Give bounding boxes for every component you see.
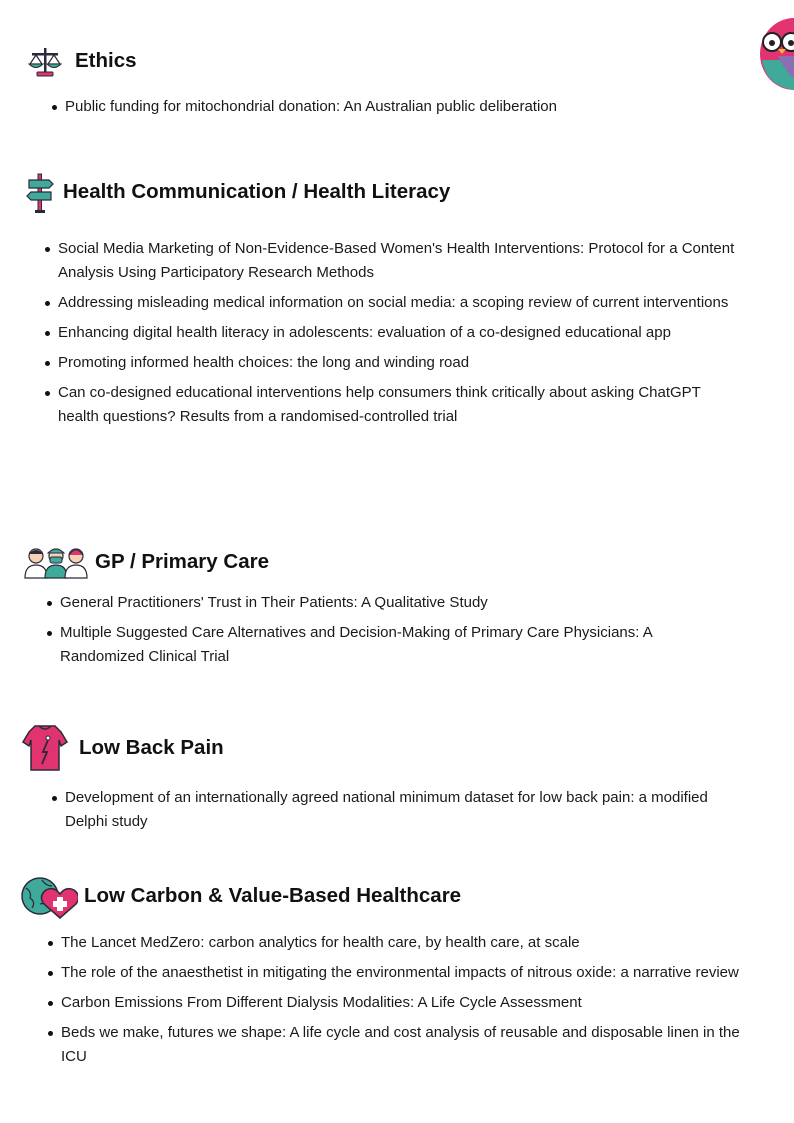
list-item: Carbon Emissions From Different Dialysis Modalities: A Life Cycle Assessment xyxy=(61,991,741,1015)
signpost-icon xyxy=(25,172,55,219)
list-item: Beds we make, futures we shape: A life cycle and cost analysis of reusable and disposable linen in the ICU xyxy=(61,1021,741,1069)
item-list xyxy=(58,237,738,435)
section-heading: Ethics xyxy=(75,49,137,72)
item-list xyxy=(65,786,745,840)
item-list xyxy=(60,591,740,675)
back-pain-icon xyxy=(21,724,69,777)
section-heading: Health Communication / Health Literacy xyxy=(63,180,451,203)
list-item: The role of the anaesthetist in mitigating the environmental impacts of nitrous oxide: a narrative review xyxy=(61,961,741,985)
list-item: Multiple Suggested Care Alternatives and Decision-Making of Primary Care Physicians: A Randomized Clinical Trial xyxy=(60,621,740,669)
list-item: Can co-designed educational interventions help consumers think critically about asking ChatGPT health questions? Results from a randomised-controlled trial xyxy=(58,381,738,429)
doctors-group-icon xyxy=(24,545,88,584)
section-heading: Low Back Pain xyxy=(79,736,224,759)
section-heading: GP / Primary Care xyxy=(95,550,269,573)
list-item: Development of an internationally agreed national minimum dataset for low back pain: a modified Delphi study xyxy=(65,786,745,834)
list-item: Promoting informed health choices: the long and winding road xyxy=(58,351,738,375)
scales-icon xyxy=(28,46,62,83)
list-item: The Lancet MedZero: carbon analytics for health care, by health care, at scale xyxy=(61,931,741,955)
item-list xyxy=(61,931,741,1075)
list-item: Public funding for mitochondrial donation: An Australian public deliberation xyxy=(65,95,745,119)
item-list xyxy=(65,95,745,125)
list-item: Enhancing digital health literacy in adolescents: evaluation of a co-designed educational app xyxy=(58,321,738,345)
globe-heart-icon xyxy=(20,876,78,925)
list-item: Social Media Marketing of Non-Evidence-Based Women's Health Interventions: Protocol for a Content Analysis Using Participatory Research Methods xyxy=(58,237,738,285)
list-item: General Practitioners' Trust in Their Patients: A Qualitative Study xyxy=(60,591,740,615)
section-heading: Low Carbon & Value-Based Healthcare xyxy=(84,884,462,907)
list-item: Addressing misleading medical information on social media: a scoping review of current interventions xyxy=(58,291,738,315)
owl-logo xyxy=(758,16,794,97)
